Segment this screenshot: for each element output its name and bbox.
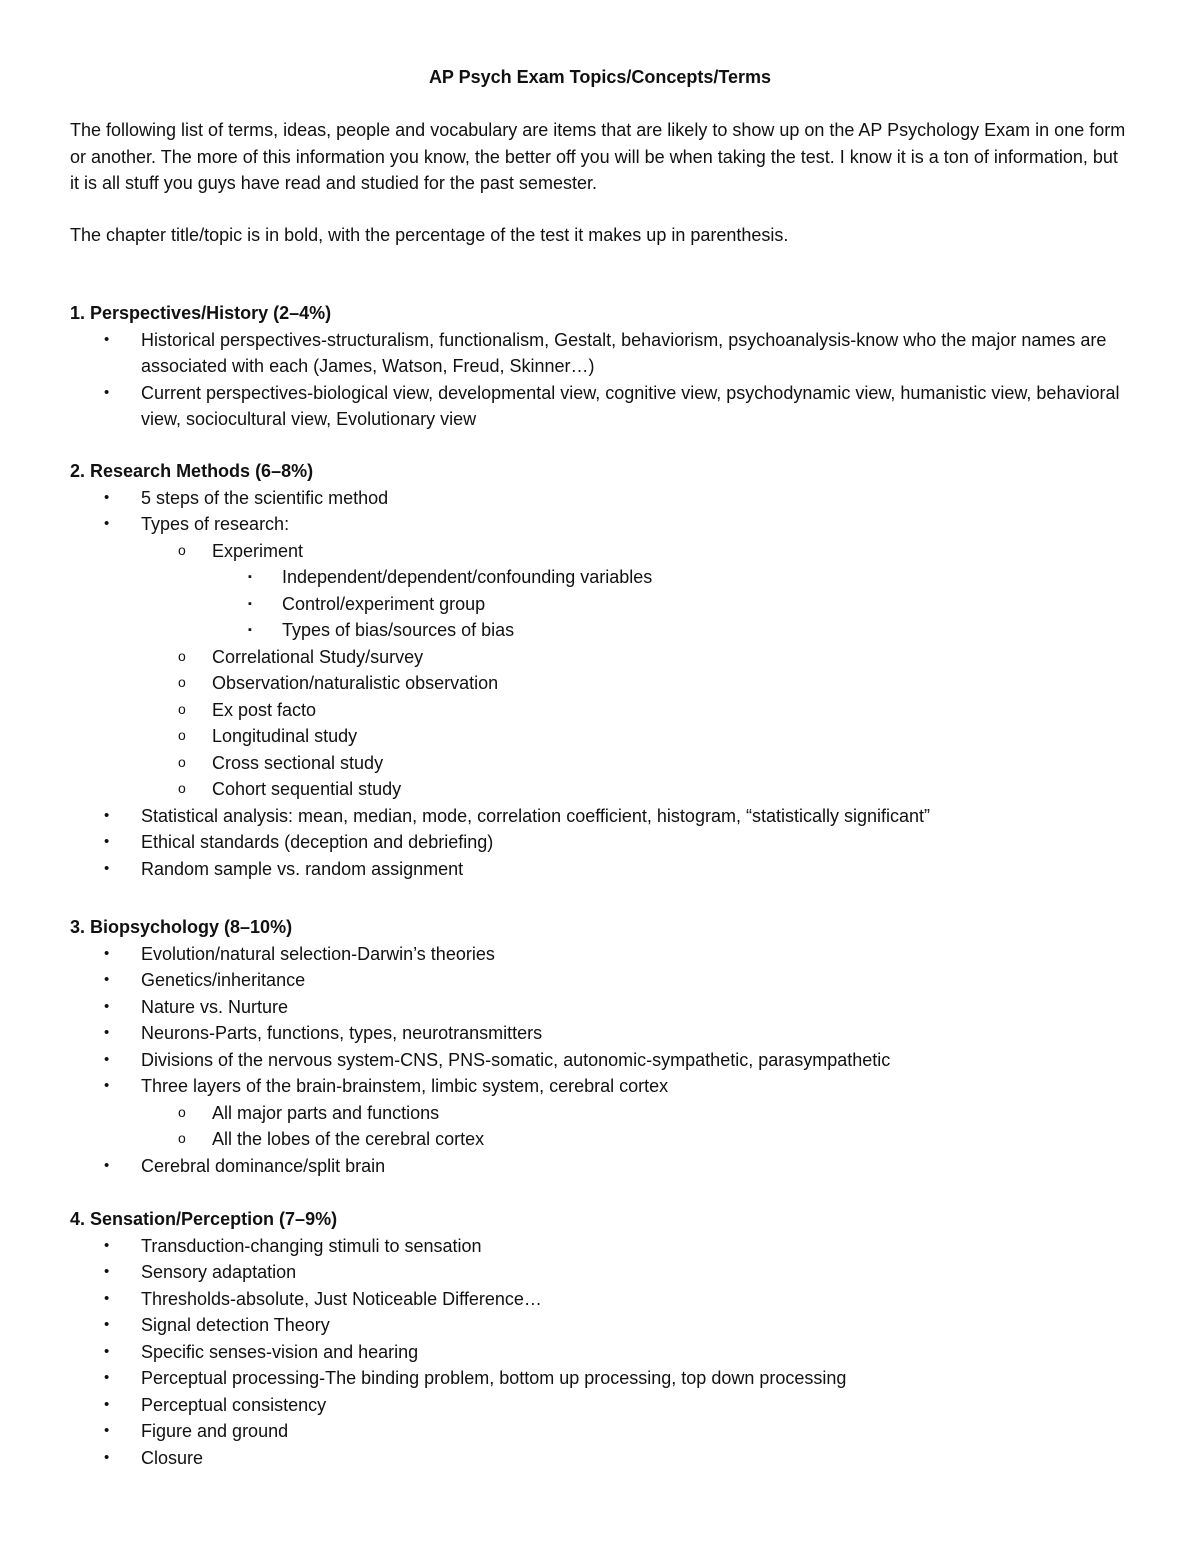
sub-sub-list-item: ▪ Types of bias/sources of bias: [212, 617, 1140, 644]
list-item: • Genetics/inheritance: [70, 967, 1140, 994]
list-item: • Sensory adaptation: [70, 1259, 1140, 1286]
bullet-icon: •: [104, 1289, 110, 1307]
list-item: • Divisions of the nervous system-CNS, PNS-somatic, autonomic-sympathetic, parasympathetic: [70, 1047, 1140, 1074]
sub-sub-list-item: ▪ Independent/dependent/confounding variables: [212, 564, 1140, 591]
sub-list-item: o Cross sectional study: [141, 750, 1140, 777]
section-biopsychology: [70, 914, 1140, 1179]
bullet-icon: •: [104, 833, 110, 850]
bullet-icon: •: [104, 1236, 110, 1254]
topic-list: [70, 1233, 1140, 1472]
sub-list-item: o Experiment ▪ Independent/dependent/confounding variables ▪ Control/experiment group ▪ Types of bias/sources of bias: [141, 538, 1140, 644]
section-perspectives-history: [70, 300, 1140, 433]
square-bullet-icon: ▪: [248, 597, 252, 610]
bullet-icon: •: [104, 330, 110, 348]
section-sensation-perception: [70, 1206, 1140, 1471]
list-item: • Nature vs. Nurture: [70, 994, 1140, 1021]
circle-bullet-icon: o: [178, 1103, 186, 1120]
sub-list-item: o Correlational Study/survey: [141, 644, 1140, 671]
document-title: AP Psych Exam Topics/Concepts/Terms: [428, 67, 772, 87]
list-item: • Three layers of the brain-brainstem, limbic system, cerebral cortex o All major parts and functions o All the lobes of the cerebral cortex: [70, 1073, 1140, 1153]
bullet-icon: •: [104, 806, 110, 824]
section-heading: 3. Biopsychology (8–10%): [70, 917, 293, 937]
list-item: • Cerebral dominance/split brain: [70, 1153, 1140, 1180]
sub-list: [141, 1100, 1140, 1153]
bullet-icon: •: [104, 1263, 110, 1280]
list-item: • Current perspectives-biological view, developmental view, cognitive view, psychodynamic view, humanistic view, behavioral view, sociocultural view, Evolutionary view: [70, 380, 1140, 433]
topic-list: [70, 485, 1140, 883]
bullet-icon: •: [104, 944, 110, 962]
format-note: The chapter title/topic is in bold, with the percentage of the test it makes up in parenthesis.: [70, 225, 789, 245]
bullet-icon: •: [104, 1342, 110, 1360]
sub-list-item: o Cohort sequential study: [141, 776, 1140, 803]
bullet-icon: •: [104, 1369, 110, 1386]
section-heading: 2. Research Methods (6–8%): [70, 461, 314, 481]
bullet-icon: •: [104, 515, 110, 532]
list-item: • Specific senses-vision and hearing: [70, 1339, 1140, 1366]
topic-list: [70, 327, 1140, 433]
circle-bullet-icon: o: [178, 647, 186, 664]
bullet-icon: •: [104, 488, 110, 506]
intro-paragraph: The following list of terms, ideas, people and vocabulary are items that are likely to show up on the AP Psychology Exam in one form or another. The more of this information you know, the better off you will be when taking the test. I know it is a ton of information, but it is all stuff you guys have read and studied for the past semester.: [70, 120, 1126, 193]
sub-sub-list-item: ▪ Control/experiment group: [212, 591, 1140, 618]
list-item: • Types of research: o Experiment ▪ Independent/dependent/confounding variables ▪ Control/experiment group ▪ Types of bias/sources of bias o Correlational Study/survey o Observation/naturalistic observation o Ex post facto o Longitudinal study o Cross sectional study o Cohort sequential study: [70, 511, 1140, 803]
circle-bullet-icon: o: [178, 700, 186, 717]
section-heading: 1. Perspectives/History (2–4%): [70, 303, 332, 323]
list-item: • Evolution/natural selection-Darwin’s theories: [70, 941, 1140, 968]
circle-bullet-icon: o: [178, 753, 186, 770]
circle-bullet-icon: o: [178, 780, 186, 796]
square-bullet-icon: ▪: [248, 571, 252, 583]
bullet-icon: •: [104, 971, 110, 988]
sub-sub-list: [212, 564, 1140, 644]
list-item: • Perceptual consistency: [70, 1392, 1140, 1419]
sub-list-item: o Observation/naturalistic observation: [141, 670, 1140, 697]
square-bullet-icon: ▪: [248, 624, 252, 636]
sub-list-item: o Longitudinal study: [141, 723, 1140, 750]
bullet-icon: •: [104, 1395, 110, 1413]
bullet-icon: •: [104, 1024, 110, 1041]
bullet-icon: •: [104, 1316, 110, 1333]
bullet-icon: •: [104, 1156, 110, 1174]
circle-bullet-icon: o: [178, 1130, 186, 1146]
sub-list-item: o All the lobes of the cerebral cortex: [141, 1126, 1140, 1153]
section-research-methods: [70, 458, 1140, 882]
bullet-icon: •: [104, 1422, 110, 1439]
list-item: • Random sample vs. random assignment: [70, 856, 1140, 883]
bullet-icon: •: [104, 383, 110, 401]
list-item: • Closure: [70, 1445, 1140, 1472]
sub-list-item: o All major parts and functions: [141, 1100, 1140, 1127]
list-item: • Thresholds-absolute, Just Noticeable Difference…: [70, 1286, 1140, 1313]
bullet-icon: •: [104, 859, 110, 877]
list-item: • Signal detection Theory: [70, 1312, 1140, 1339]
list-item: • Figure and ground: [70, 1418, 1140, 1445]
circle-bullet-icon: o: [178, 541, 186, 558]
bullet-icon: •: [104, 1448, 110, 1466]
list-item: • Statistical analysis: mean, median, mode, correlation coefficient, histogram, “statistically significant”: [70, 803, 1140, 830]
section-heading: 4. Sensation/Perception (7–9%): [70, 1209, 338, 1229]
list-item: • Ethical standards (deception and debriefing): [70, 829, 1140, 856]
list-item: • Historical perspectives-structuralism, functionalism, Gestalt, behaviorism, psychoanalysis-know who the major names are associated with each (James, Watson, Freud, Skinner…): [70, 327, 1140, 380]
sub-list: [141, 538, 1140, 803]
list-item: • 5 steps of the scientific method: [70, 485, 1140, 512]
sub-list-item: o Ex post facto: [141, 697, 1140, 724]
circle-bullet-icon: o: [178, 674, 186, 690]
bullet-icon: •: [104, 997, 110, 1015]
topic-list: [70, 941, 1140, 1180]
list-item: • Neurons-Parts, functions, types, neurotransmitters: [70, 1020, 1140, 1047]
list-item: • Perceptual processing-The binding problem, bottom up processing, top down processing: [70, 1365, 1140, 1392]
circle-bullet-icon: o: [178, 727, 186, 743]
bullet-icon: •: [104, 1050, 110, 1068]
list-item: • Transduction-changing stimuli to sensation: [70, 1233, 1140, 1260]
bullet-icon: •: [104, 1077, 110, 1094]
